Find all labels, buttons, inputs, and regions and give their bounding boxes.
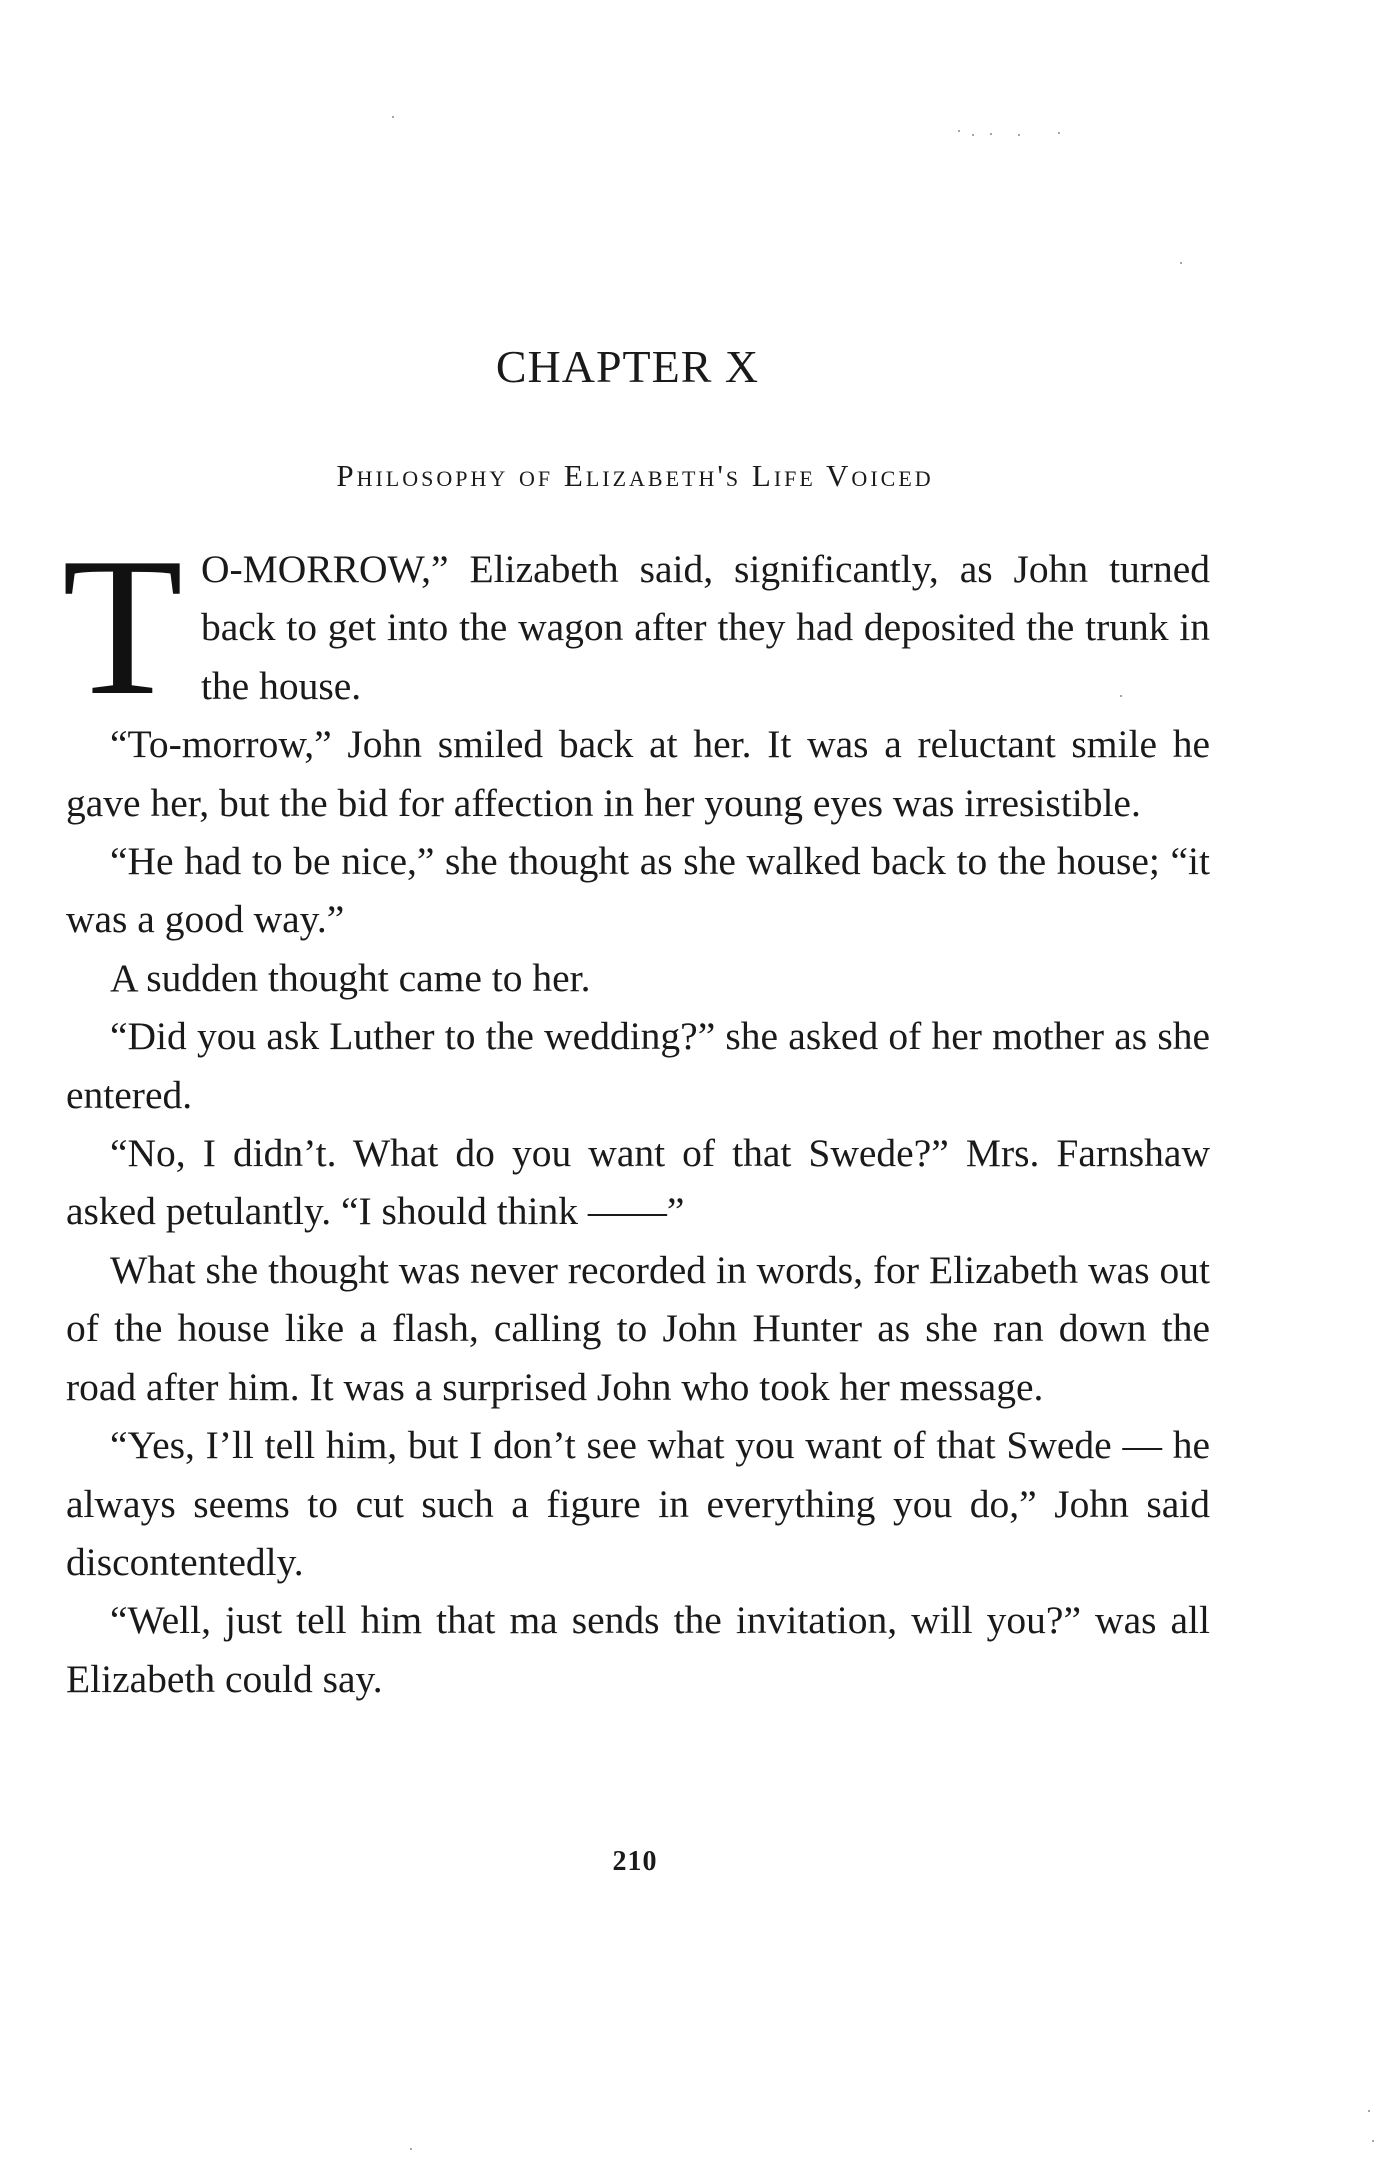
scan-speck <box>1058 132 1060 134</box>
scan-speck <box>958 130 960 132</box>
scan-speck <box>972 134 974 136</box>
scan-speck <box>1180 262 1182 264</box>
paragraph-2: “To-morrow,” John smiled back at her. It was a reluctant smile he gave her, but the bid for affection in her young eyes was irresistible. <box>66 722 1210 825</box>
chapter-subtitle: Philosophy of Elizabeth's Life Voiced <box>336 458 934 493</box>
chapter-body <box>62 517 1210 1708</box>
paragraph-6: “No, I didn’t. What do you want of that Swede?” Mrs. Farnshaw asked petulantly. “I should think ——” <box>66 1131 1210 1234</box>
scan-speck <box>410 2148 412 2150</box>
scan-speck <box>1372 2140 1374 2142</box>
paragraph-9: “Well, just tell him that ma sends the invitation, will you?” was all Elizabeth could say. <box>66 1598 1210 1701</box>
scan-speck <box>990 133 992 135</box>
page-number: 210 <box>612 1846 658 1877</box>
paragraph-7: What she thought was never recorded in words, for Elizabeth was out of the house like a flash, calling to John Hunter as she ran down the road after him. It was a surprised John who took her message. <box>66 1247 1210 1409</box>
scan-speck <box>1018 134 1020 136</box>
paragraph-4: A sudden thought came to her. <box>110 955 591 1000</box>
scan-speck <box>1120 695 1122 697</box>
paragraph-1 <box>62 517 1210 736</box>
paragraph-8: “Yes, I’ll tell him, but I don’t see what you want of that Swede — he always seems to cut such a figure in everything you do,” John said discontentedly. <box>66 1423 1210 1584</box>
paragraph-5: “Did you ask Luther to the wedding?” she asked of her mother as she entered. <box>66 1014 1210 1117</box>
scan-speck <box>392 116 394 118</box>
paragraph-3: “He had to be nice,” she thought as she walked back to the house; “it was a good way.” <box>66 839 1210 942</box>
drop-cap: T <box>62 517 183 736</box>
scan-speck <box>1368 2110 1370 2112</box>
chapter-title: CHAPTER X <box>495 341 760 392</box>
paragraph-1-text: O-MORROW,” Elizabeth said, significantly, as John turned back to get into the wagon after they had deposited the trunk in the house. <box>200 547 1210 708</box>
